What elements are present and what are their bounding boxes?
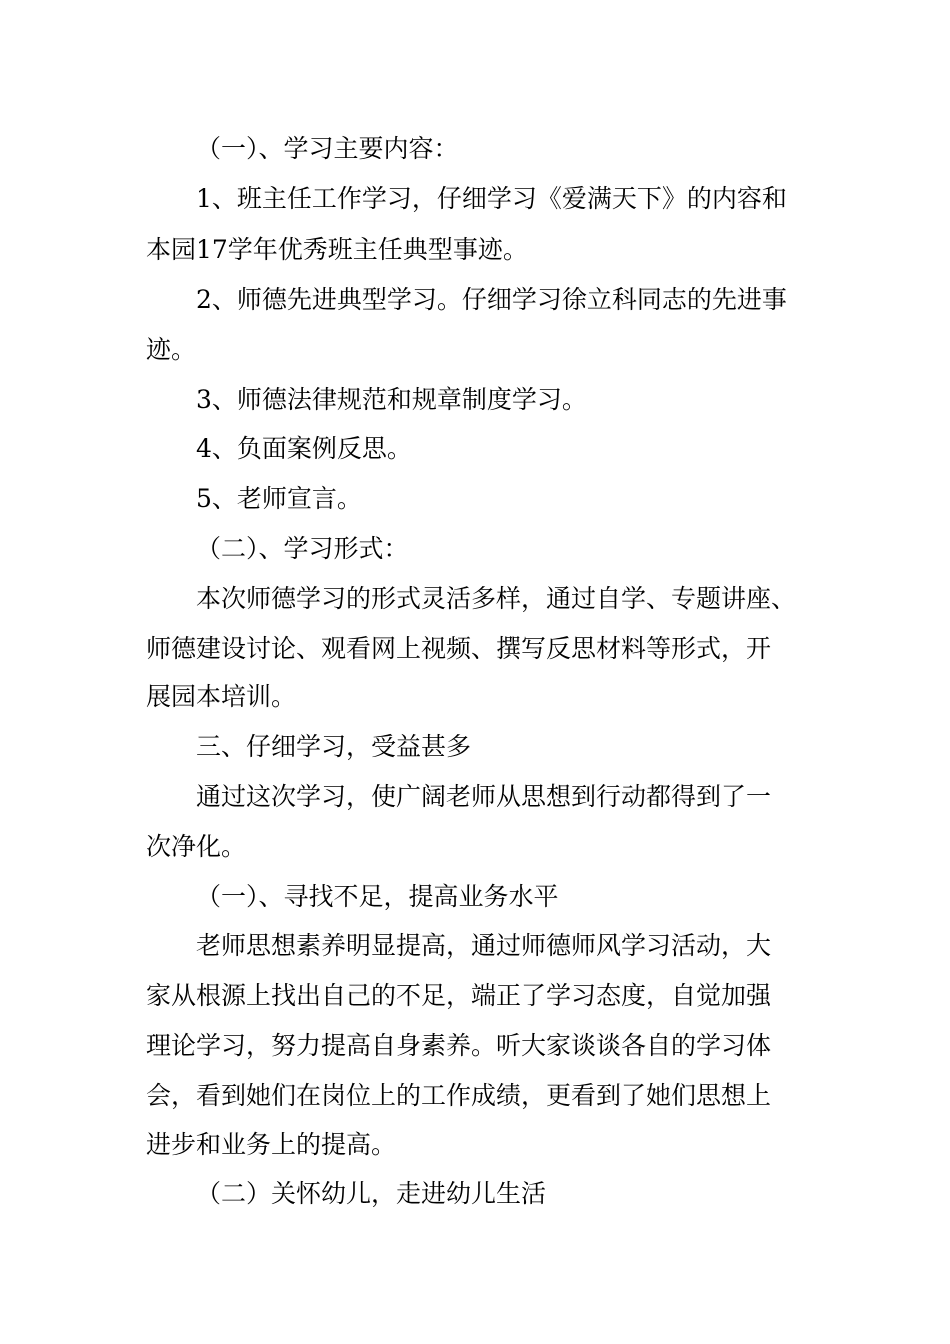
paragraph-item-4: 4、负面案例反思。 <box>196 434 412 463</box>
paragraph-item-3: 3、师德法律规范和规章制度学习。 <box>196 385 587 414</box>
paragraph-item-1-line-2: 本园17学年优秀班主任典型事迹。 <box>146 235 528 264</box>
paragraph-form-line-1: 本次师德学习的形式灵活多样，通过自学、专题讲座、 <box>196 584 797 613</box>
paragraph-3-1-line-1: 老师思想素养明显提高，通过师德师风学习活动，大 <box>196 931 772 960</box>
paragraph-item-2-line-1: 2、师德先进典型学习。仔细学习徐立科同志的先进事 <box>196 285 787 314</box>
paragraph-3-1-line-5: 进步和业务上的提高。 <box>146 1130 397 1159</box>
paragraph-3-line-1: 通过这次学习，使广阔老师从思想到行动都得到了一 <box>196 782 772 811</box>
paragraph-item-2-line-2: 迹。 <box>146 335 197 364</box>
paragraph-3-1-line-3: 理论学习，努力提高自身素养。听大家谈谈各自的学习体 <box>146 1031 772 1060</box>
paragraph-form-line-3: 展园本培训。 <box>146 682 297 711</box>
paragraph-item-1-line-1: 1、班主任工作学习，仔细学习《爱满天下》的内容和 <box>196 184 787 213</box>
paragraph-3-1-line-2: 家从根源上找出自己的不足，端正了学习态度，自觉加强 <box>146 981 772 1010</box>
paragraph-form-line-2: 师德建设讨论、观看网上视频、撰写反思材料等形式，开 <box>146 634 772 663</box>
subsection-heading-3-2: （二）关怀幼儿，走进幼儿生活 <box>196 1179 547 1208</box>
section-heading-3: 三、仔细学习，受益甚多 <box>196 732 472 761</box>
subsection-heading-3-1: （一）、寻找不足，提高业务水平 <box>196 882 559 911</box>
paragraph-item-5: 5、老师宣言。 <box>196 484 362 513</box>
section-heading-study-form: （二）、学习形式： <box>196 534 409 563</box>
section-heading-study-content: （一）、学习主要内容： <box>196 134 459 163</box>
paragraph-3-1-line-4: 会，看到她们在岗位上的工作成绩，更看到了她们思想上 <box>146 1081 772 1110</box>
paragraph-3-line-2: 次净化。 <box>146 832 247 861</box>
